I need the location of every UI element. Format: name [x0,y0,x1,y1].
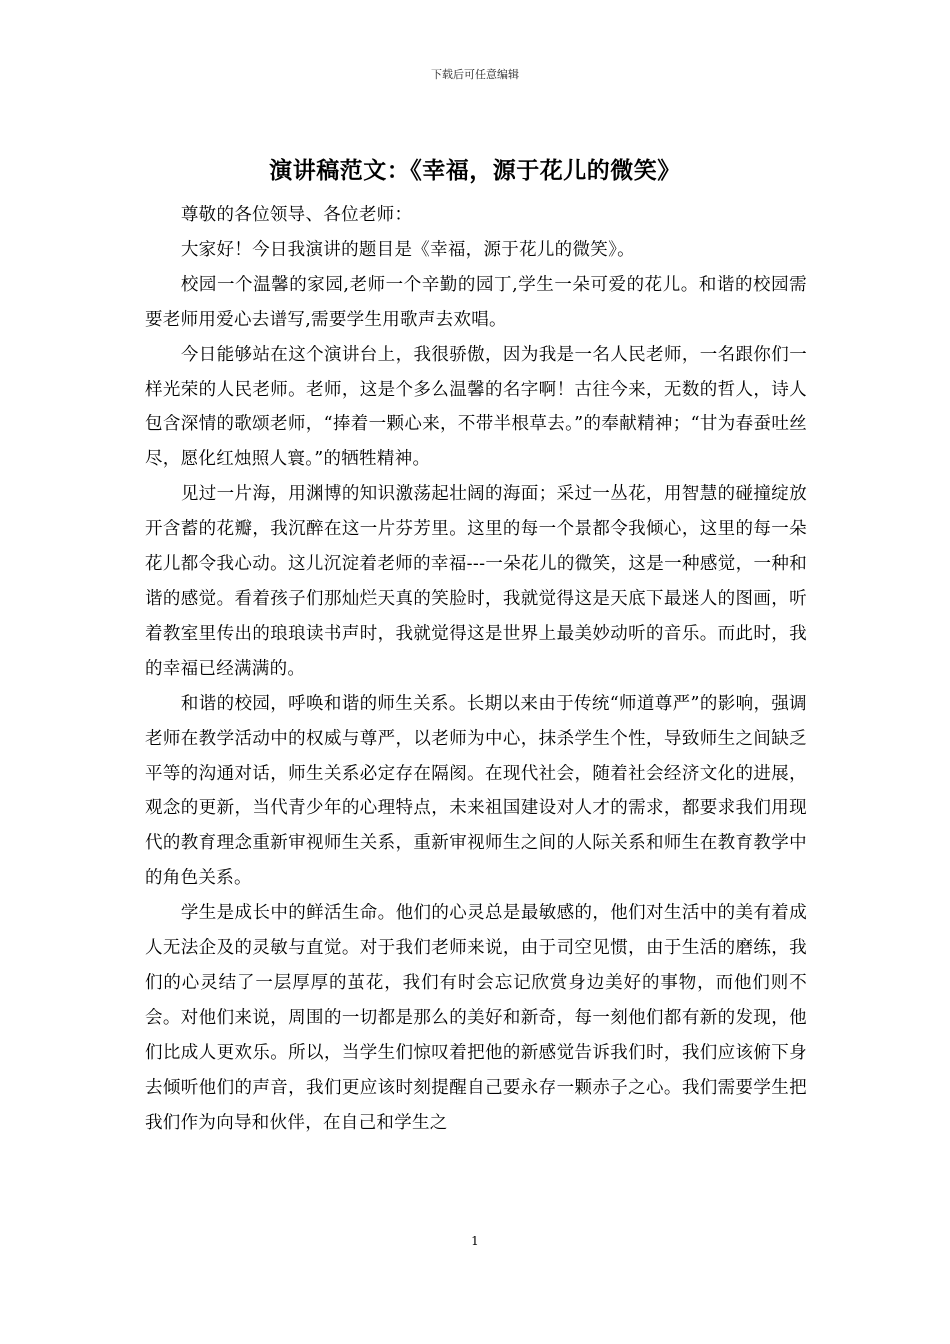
document-title: 演讲稿范文：《幸福，源于花儿的微笑》 [269,157,681,184]
document-body [145,198,807,1140]
page-number: 1 [471,1234,479,1248]
paragraph-campus: 校园一个温馨的家园,老师一个辛勤的园丁,学生一朵可爱的花儿。和谐的校园需要老师用爱心去谱写,需要学生用歌声去欢唱。 [145,274,807,330]
paragraph-salutation: 尊敬的各位领导、各位老师： [180,205,413,225]
header-note: 下载后可任意编辑 [431,68,519,81]
paragraph-sea-flower: 见过一片海，用渊博的知识激荡起壮阔的海面；采过一丛花，用智慧的碰撞绽放开含蓄的花瓣，我沉醉在这一片芬芳里。这里的每一个景都令我倾心，这里的每一朵花儿都令我心动。这儿沉淀着老师的幸福---一朵花儿的微笑，这是一种感觉，一种和谐的感觉。看着孩子们那灿烂天真的笑脸时，我就觉得这是天底下最迷人的图画，听着教室里传出的琅琅读书声时，我就觉得这是世界上最美妙动听的音乐。而此时，我的幸福已经满满的。 [145,484,807,679]
paragraph-harmony: 和谐的校园，呼唤和谐的师生关系。长期以来由于传统“师道尊严”的影响，强调老师在教学活动中的权威与尊严，以老师为中心，抹杀学生个性，导致师生之间缺乏平等的沟通对话，师生关系必定存在隔阂。在现代社会，随着社会经济文化的进展，观念的更新，当代青少年的心理特点，未来祖国建设对人才的需求，都要求我们用现代的教育理念重新审视师生关系，重新审视师生之间的人际关系和师生在教育教学中的角色关系。 [145,693,807,889]
paragraph-pride: 今日能够站在这个演讲台上，我很骄傲，因为我是一名人民老师，一名跟你们一样光荣的人民老师。老师，这是个多么温馨的名字啊！古往今来，无数的哲人，诗人包含深情的歌颂老师，“捧着一颗心来，不带半根草去。”的奉献精神；“甘为春蚕吐丝尽，愿化红烛照人寰。”的牺牲精神。 [145,344,807,470]
paragraph-greeting: 大家好！今日我演讲的题目是《幸福，源于花儿的微笑》。 [180,239,635,260]
paragraph-students: 学生是成长中的鲜活生命。他们的心灵总是最敏感的，他们对生活中的美有着成人无法企及的灵敏与直觉。对于我们老师来说，由于司空见惯，由于生活的磨练，我们的心灵结了一层厚厚的茧花，我们有时会忘记欣赏身边美好的事物，而他们则不会。对他们来说，周围的一切都是那么的美好和新奇，每一刻他们都有新的发现，他们比成人更欢乐。所以，当学生们惊叹着把他的新感觉告诉我们时，我们应该俯下身去倾听他们的声音，我们更应该时刻提醒自己要永存一颗赤子之心。我们需要学生把我们作为向导和伙伴，在自己和学生之 [145,903,807,1133]
